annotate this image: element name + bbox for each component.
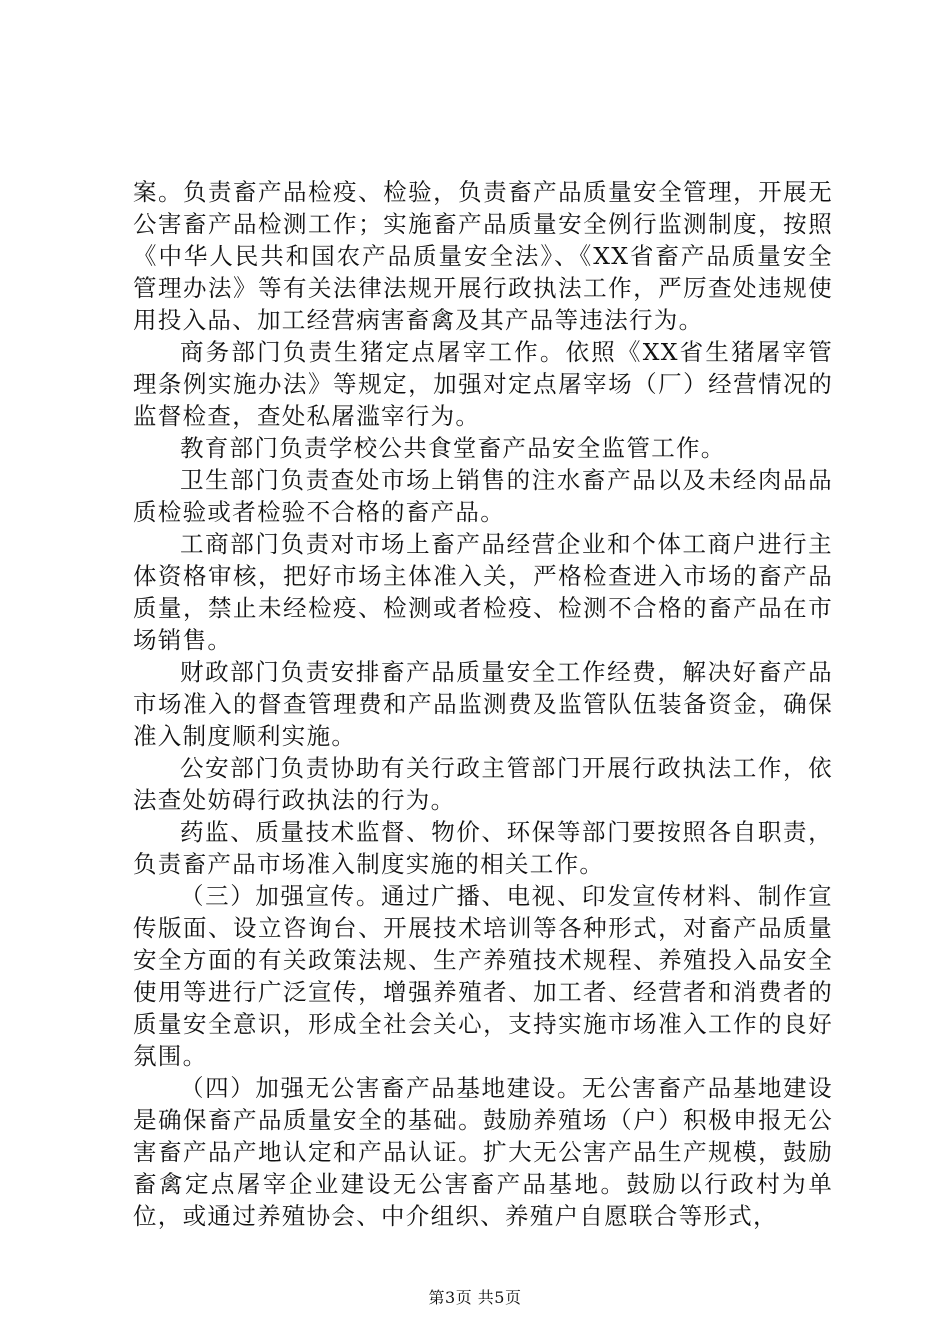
paragraph-continuation: 案。负责畜产品检疫、检验，负责畜产品质量安全管理，开展无公害畜产品检测工作；实施畜产品质量安全例行监测制度，按照《中华人民共和国农产品质量安全法》、《XX省畜产品质量安全管理办法》等有关法律法规开展行政执法工作，严厉查处违规使用投入品、加工经营病害畜禽及其产品等违法行为。 bbox=[133, 178, 833, 334]
paragraph-section-four-base-construction: （四）加强无公害畜产品基地建设。无公害畜产品基地建设是确保畜产品质量安全的基础。鼓励养殖场（户）积极申报无公害畜产品产地认定和产品认证。扩大无公害产品生产规模，鼓励畜禽定点屠宰企业建设无公害畜产品基地。鼓励以行政村为单位，或通过养殖协会、中介组织、养殖户自愿联合等形式， bbox=[133, 1074, 833, 1230]
paragraph-section-three-publicity: （三）加强宣传。通过广播、电视、印发宣传材料、制作宣传版面、设立咨询台、开展技术培训等各种形式，对畜产品质量安全方面的有关政策法规、生产养殖技术规程、养殖投入品安全使用等进行广泛宣传，增强养殖者、加工者、经营者和消费者的质量安全意识，形成全社会关心，支持实施市场准入工作的良好氛围。 bbox=[133, 882, 833, 1070]
paragraph-health-department: 卫生部门负责查处市场上销售的注水畜产品以及未经肉品品质检验或者检验不合格的畜产品。 bbox=[133, 466, 833, 526]
paragraph-other-departments: 药监、质量技术监督、物价、环保等部门要按照各自职责，负责畜产品市场准入制度实施的相关工作。 bbox=[133, 818, 833, 878]
paragraph-industry-commerce-department: 工商部门负责对市场上畜产品经营企业和个体工商户进行主体资格审核，把好市场主体准入关，严格检查进入市场的畜产品质量，禁止未经检疫、检测或者检疫、检测不合格的畜产品在市场销售。 bbox=[133, 530, 833, 654]
paragraph-education-department: 教育部门负责学校公共食堂畜产品安全监管工作。 bbox=[180, 434, 726, 462]
document-body bbox=[133, 176, 833, 1232]
paragraph-finance-department: 财政部门负责安排畜产品质量安全工作经费，解决好畜产品市场准入的督查管理费和产品监测费及监管队伍装备资金，确保准入制度顺利实施。 bbox=[133, 658, 833, 750]
paragraph-public-security-department: 公安部门负责协助有关行政主管部门开展行政执法工作，依法查处妨碍行政执法的行为。 bbox=[133, 754, 833, 814]
page-number-footer: 第3页 共5页 bbox=[428, 1288, 522, 1307]
paragraph-commerce-department: 商务部门负责生猪定点屠宰工作。依照《XX省生猪屠宰管理条例实施办法》等规定，加强对定点屠宰场（厂）经营情况的监督检查，查处私屠滥宰行为。 bbox=[133, 338, 833, 430]
